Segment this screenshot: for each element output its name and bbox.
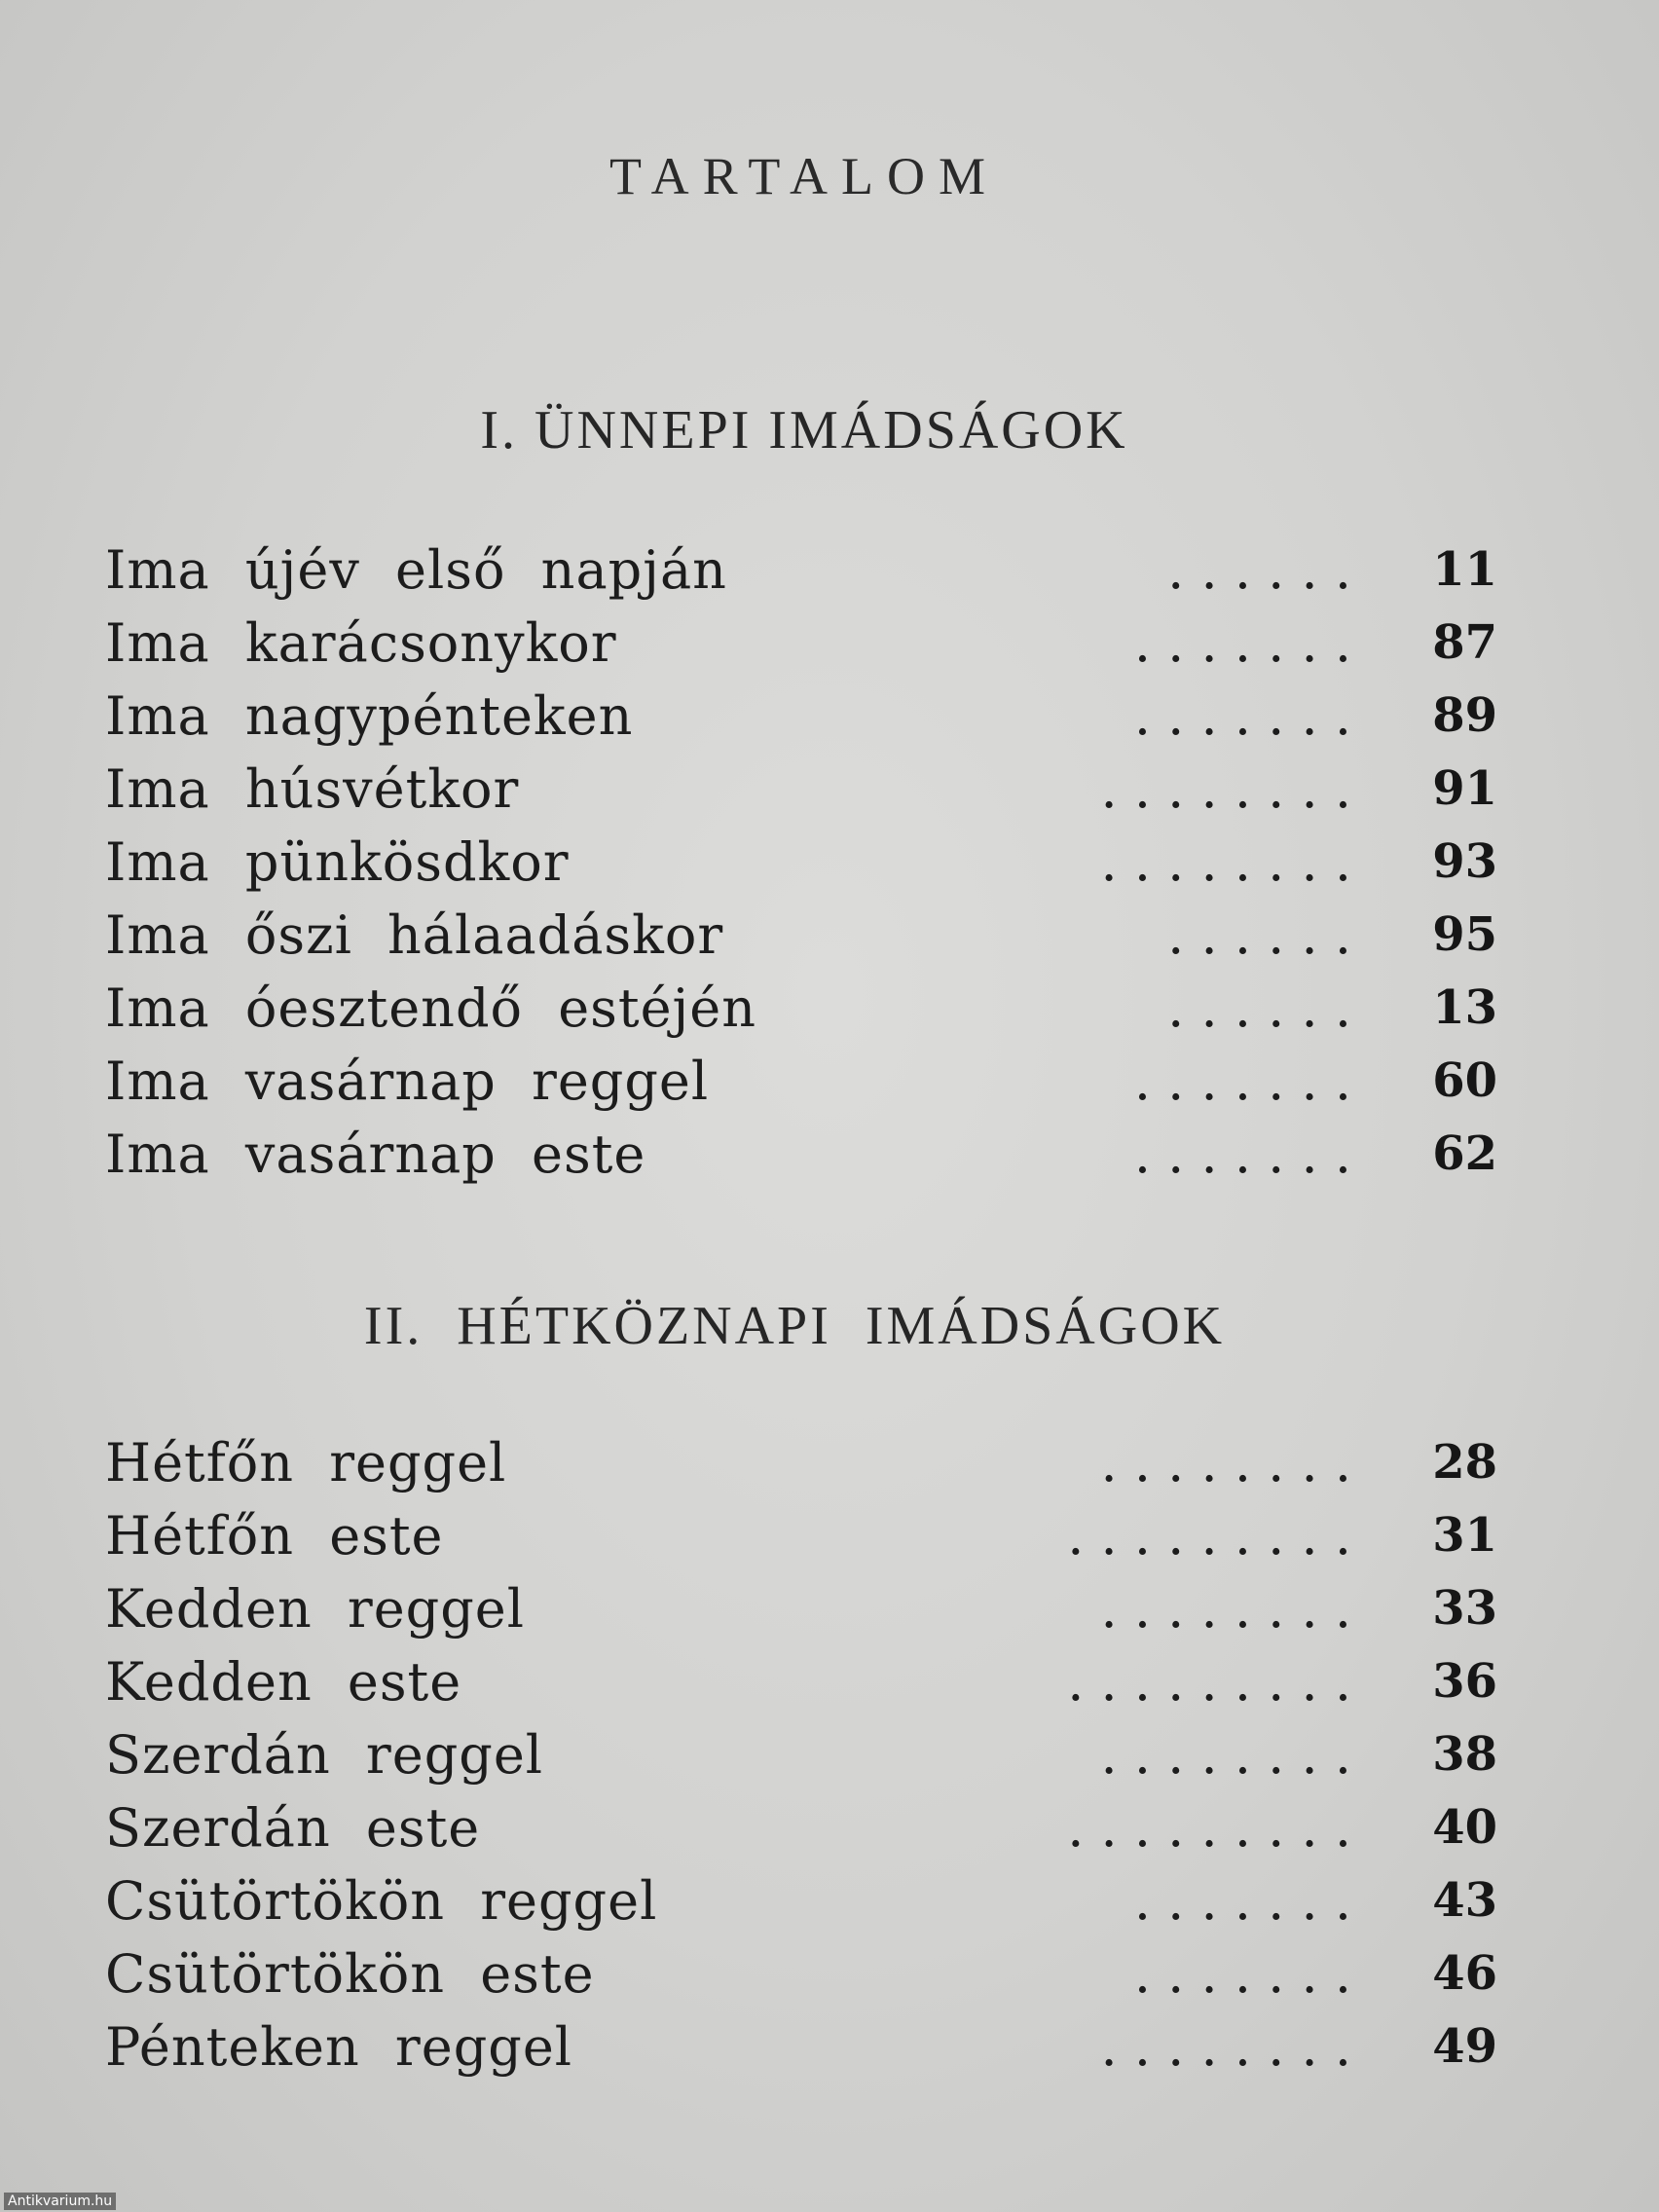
toc-entry-page: 13 bbox=[1432, 980, 1497, 1035]
toc-entry-label: Pénteken reggel bbox=[105, 2016, 573, 2078]
toc-entry-page: 43 bbox=[1432, 1873, 1497, 1928]
toc-entry-label: Csütörtökön reggel bbox=[105, 1870, 658, 1932]
toc-entry-label: Szerdán este bbox=[105, 1797, 481, 1859]
toc-entry-page: 95 bbox=[1432, 907, 1497, 962]
watermark: Antikvarium.hu bbox=[4, 2193, 116, 2210]
toc-entry-page: 28 bbox=[1432, 1435, 1497, 1490]
toc-entry-label: Ima vasárnap reggel bbox=[105, 1051, 710, 1112]
toc-list-weekdays bbox=[105, 1426, 1497, 2083]
toc-entry-page: 87 bbox=[1432, 615, 1497, 670]
dot-leader: . . . . . . . bbox=[1133, 1943, 1351, 2005]
toc-entry bbox=[105, 2010, 1497, 2083]
toc-entry bbox=[105, 1572, 1497, 1645]
toc-entry bbox=[105, 680, 1497, 753]
dot-leader: . . . . . . . . bbox=[1100, 758, 1351, 820]
dot-leader: . . . . . . . . bbox=[1100, 1432, 1351, 1493]
toc-entry bbox=[105, 753, 1497, 826]
toc-entry bbox=[105, 972, 1497, 1045]
toc-entry bbox=[105, 1045, 1497, 1118]
section-heading-holidays: I. ÜNNEPI IMÁDSÁGOK bbox=[480, 400, 1128, 461]
toc-entry-label: Ima pünkösdkor bbox=[105, 831, 570, 893]
dot-leader: . . . . . . bbox=[1167, 977, 1351, 1039]
toc-entry bbox=[105, 1791, 1497, 1864]
dot-leader: . . . . . . . bbox=[1133, 685, 1351, 747]
toc-entry bbox=[105, 1645, 1497, 1718]
toc-entry-label: Ima karácsonykor bbox=[105, 612, 617, 674]
toc-entry-page: 93 bbox=[1432, 834, 1497, 889]
toc-list-holidays bbox=[105, 534, 1497, 1191]
toc-entry-page: 46 bbox=[1432, 1946, 1497, 2001]
toc-entry bbox=[105, 1118, 1497, 1191]
toc-entry-page: 62 bbox=[1432, 1126, 1497, 1181]
toc-entry bbox=[105, 899, 1497, 972]
toc-entry-page: 38 bbox=[1432, 1727, 1497, 1782]
toc-entry bbox=[105, 534, 1497, 607]
dot-leader: . . . . . . . . bbox=[1100, 831, 1351, 893]
toc-entry bbox=[105, 826, 1497, 899]
toc-entry-label: Ima húsvétkor bbox=[105, 758, 520, 820]
toc-entry-page: 33 bbox=[1432, 1581, 1497, 1636]
toc-entry bbox=[105, 1426, 1497, 1499]
toc-entry-label: Kedden este bbox=[105, 1651, 462, 1713]
dot-leader: . . . . . . . . . bbox=[1067, 1651, 1351, 1713]
toc-entry-label: Kedden reggel bbox=[105, 1578, 526, 1640]
dot-leader: . . . . . . bbox=[1167, 904, 1351, 966]
dot-leader: . . . . . . . . bbox=[1100, 1578, 1351, 1640]
toc-entry-label: Ima őszi hálaadáskor bbox=[105, 904, 724, 966]
toc-entry-page: 31 bbox=[1432, 1508, 1497, 1563]
dot-leader: . . . . . . . bbox=[1133, 1051, 1351, 1112]
toc-entry-label: Szerdán reggel bbox=[105, 1724, 544, 1786]
dot-leader: . . . . . . . . . bbox=[1067, 1797, 1351, 1859]
toc-entry bbox=[105, 1499, 1497, 1572]
toc-entry bbox=[105, 1718, 1497, 1791]
dot-leader: . . . . . . . . bbox=[1100, 1724, 1351, 1786]
toc-entry bbox=[105, 1864, 1497, 1937]
dot-leader: . . . . . . . bbox=[1133, 1870, 1351, 1932]
dot-leader: . . . . . . . bbox=[1133, 612, 1351, 674]
toc-entry-label: Hétfőn este bbox=[105, 1505, 444, 1567]
toc-entry-label: Ima újév első napján bbox=[105, 539, 727, 601]
dot-leader: . . . . . . . . . bbox=[1067, 1505, 1351, 1567]
dot-leader: . . . . . . . bbox=[1133, 1124, 1351, 1185]
toc-entry-label: Csütörtökön este bbox=[105, 1943, 595, 2005]
toc-entry-page: 36 bbox=[1432, 1654, 1497, 1709]
dot-leader: . . . . . . bbox=[1167, 539, 1351, 601]
dot-leader: . . . . . . . . bbox=[1100, 2016, 1351, 2078]
toc-entry-page: 11 bbox=[1432, 542, 1497, 597]
toc-entry bbox=[105, 1937, 1497, 2010]
toc-entry-page: 40 bbox=[1432, 1800, 1497, 1855]
toc-entry bbox=[105, 607, 1497, 680]
toc-entry-label: Ima nagypénteken bbox=[105, 685, 634, 747]
toc-entry-label: Ima óesztendő estéjén bbox=[105, 977, 757, 1039]
page-title: TARTALOM bbox=[608, 147, 1000, 205]
toc-entry-label: Hétfőn reggel bbox=[105, 1432, 507, 1493]
toc-entry-page: 60 bbox=[1432, 1053, 1497, 1108]
section-heading-weekdays: II. HÉTKÖZNAPI IMÁDSÁGOK bbox=[363, 1296, 1226, 1356]
toc-entry-page: 49 bbox=[1432, 2019, 1497, 2074]
toc-entry-page: 91 bbox=[1432, 761, 1497, 816]
toc-entry-label: Ima vasárnap este bbox=[105, 1124, 646, 1185]
toc-entry-page: 89 bbox=[1432, 688, 1497, 743]
